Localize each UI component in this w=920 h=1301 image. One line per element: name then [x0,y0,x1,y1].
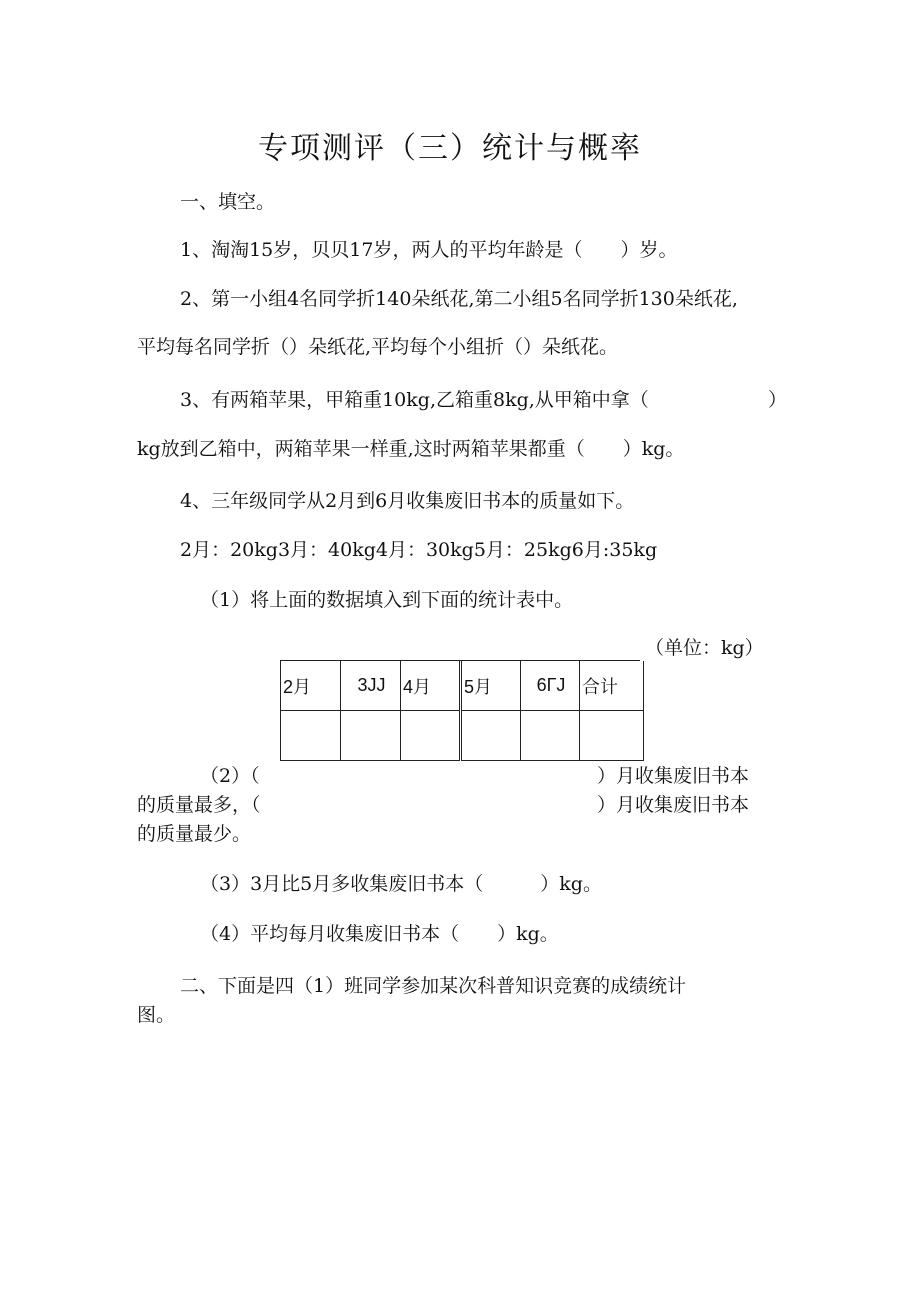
question-4-sub-2-line-1-start: （2）（ [200,765,260,787]
section-2-line-1: 二、下面是四（1）班同学参加某次科普知识竞赛的成绩统计 [180,975,687,997]
question-1: 1、淘淘15岁，贝贝17岁，两人的平均年龄是（ ）岁。 [180,239,678,261]
page-title: 专项测评（三）统计与概率 [258,131,642,166]
unit-label: （单位：kg） [645,637,764,659]
statistics-table [280,661,644,761]
section-2-line-2: 图。 [137,1004,176,1026]
question-4-sub-4: （4）平均每月收集废旧书本（ ）kg。 [200,923,559,945]
question-4-sub-1: （1）将上面的数据填入到下面的统计表中。 [200,589,574,611]
header-june: 6ГJ [521,661,580,711]
question-2-line-1: 2、第一小组4名同学折140朵纸花,第二小组5名同学折130朵纸花, [180,288,738,310]
question-3-line-1-end: ） [768,389,788,411]
header-april: 4月 [401,661,461,711]
value-may[interactable] [461,711,521,761]
header-may: 5月 [461,661,521,711]
question-4-sub-2-line-2-end: ）月收集废旧书本 [597,794,750,816]
section-1-heading: 一、填空。 [180,191,276,213]
question-4: 4、三年级同学从2月到6月收集废旧书本的质量如下。 [180,490,635,512]
question-3-line-1: 3、有两箱苹果，甲箱重10kg,乙箱重8kg,从甲箱中拿（ [180,389,649,411]
value-march[interactable] [341,711,401,761]
value-june[interactable] [521,711,580,761]
question-4-data: 2月：20kg3月：40kg4月：30kg5月：25kg6月:35kg [180,539,658,561]
question-4-sub-2-line-2-start: 的质量最多，（ [137,794,261,816]
value-february[interactable] [281,711,341,761]
value-april[interactable] [401,711,461,761]
question-4-sub-2-line-3: 的质量最少。 [137,823,252,845]
value-total[interactable] [580,711,644,761]
question-3-line-2: kg放到乙箱中，两箱苹果一样重,这时两箱苹果都重（ ）kg。 [137,438,685,460]
header-march: 3JJ [341,661,401,711]
table-value-row [281,711,644,761]
header-total: 合计 [580,661,644,711]
question-4-sub-3: （3）3月比5月多收集废旧书本（ ）kg。 [200,873,602,895]
header-february: 2月 [281,661,341,711]
question-2-line-2: 平均每名同学折（）朵纸花,平均每个小组折（）朵纸花。 [137,336,619,358]
question-4-sub-2-line-1-end: ）月收集废旧书本 [597,765,750,787]
table-header-row [281,661,644,711]
